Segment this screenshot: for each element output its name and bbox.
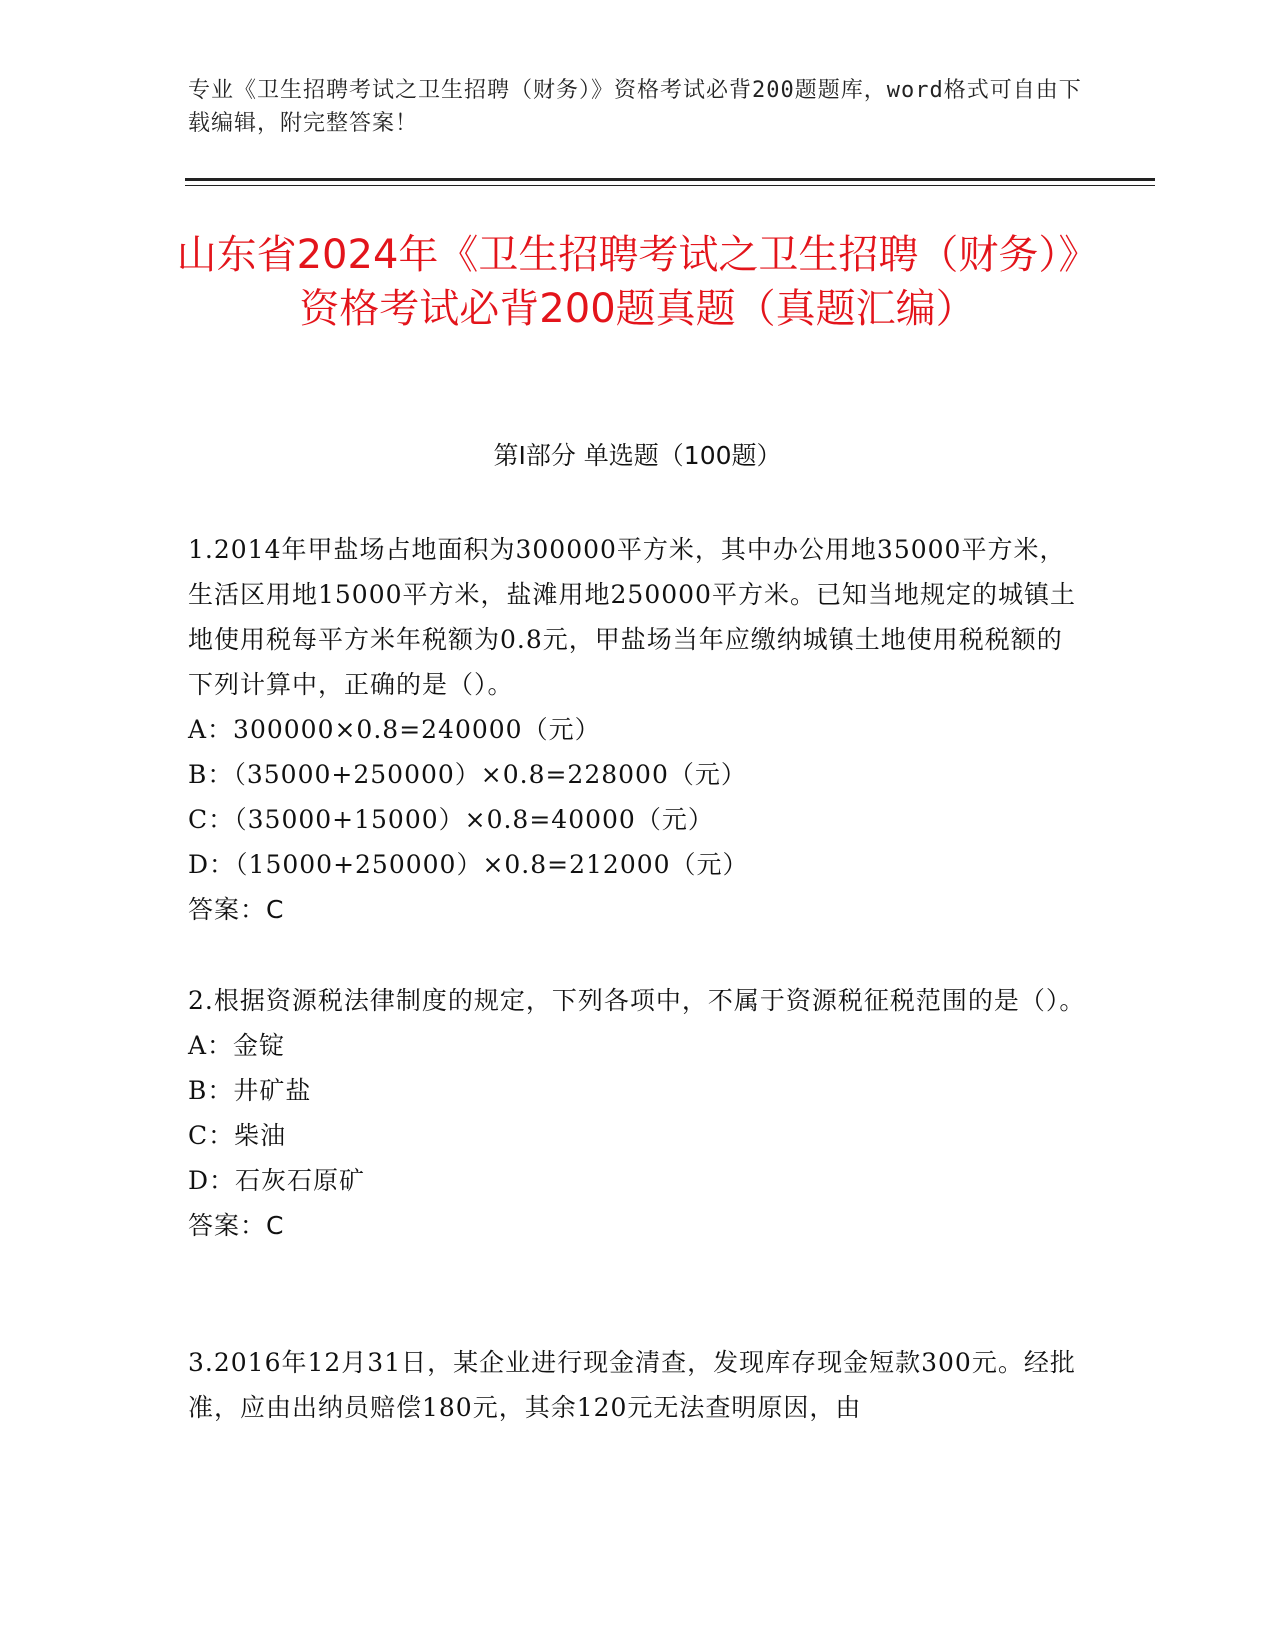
option-a: A：300000×0.8=240000（元） [188,715,601,744]
answer-line: 答案：C [188,1211,285,1240]
option-b: B：井矿盐 [188,1076,312,1105]
option-b: B：（35000+250000）×0.8=228000（元） [188,760,747,789]
header-divider-thick [185,178,1155,181]
option-d: D：（15000+250000）×0.8=212000（元） [188,850,749,879]
question-item [188,1340,1088,1430]
section-heading: 第I部分 单选题（100题） [493,441,782,470]
question-item [188,978,1088,1248]
question-stem: 3.2016年12月31日，某企业进行现金清查，发现库存现金短款300元。经批准，应由出纳员赔偿180元，其余120元无法查明原因，由 [188,1348,1076,1422]
answer-line: 答案：C [188,895,285,924]
header-divider-thin [185,185,1155,186]
question-stem: 2.根据资源税法律制度的规定，下列各项中，不属于资源税征税范围的是（）。 [188,986,1086,1015]
option-a: A：金锭 [188,1031,286,1060]
option-d: D：石灰石原矿 [188,1166,366,1195]
header-note: 专业《卫生招聘考试之卫生招聘（财务）》资格考试必背200题题库，word格式可自由下载编辑，附完整答案！ [188,78,1082,136]
option-c: C：柴油 [188,1121,287,1150]
question-item [188,527,1088,932]
option-c: C：（35000+15000）×0.8=40000（元） [188,805,714,834]
question-stem: 1.2014年甲盐场占地面积为300000平方米，其中办公用地35000平方米，生活区用地15000平方米，盐滩用地250000平方米。已知当地规定的城镇土地使用税每平方米年税额为0.8元，甲盐场当年应缴纳城镇土地使用税税额的下列计算中，正确的是（）。 [188,535,1076,699]
document-title: 山东省2024年《卫生招聘考试之卫生招聘（财务）》资格考试必背200题真题（真题汇编） [176,232,1099,332]
